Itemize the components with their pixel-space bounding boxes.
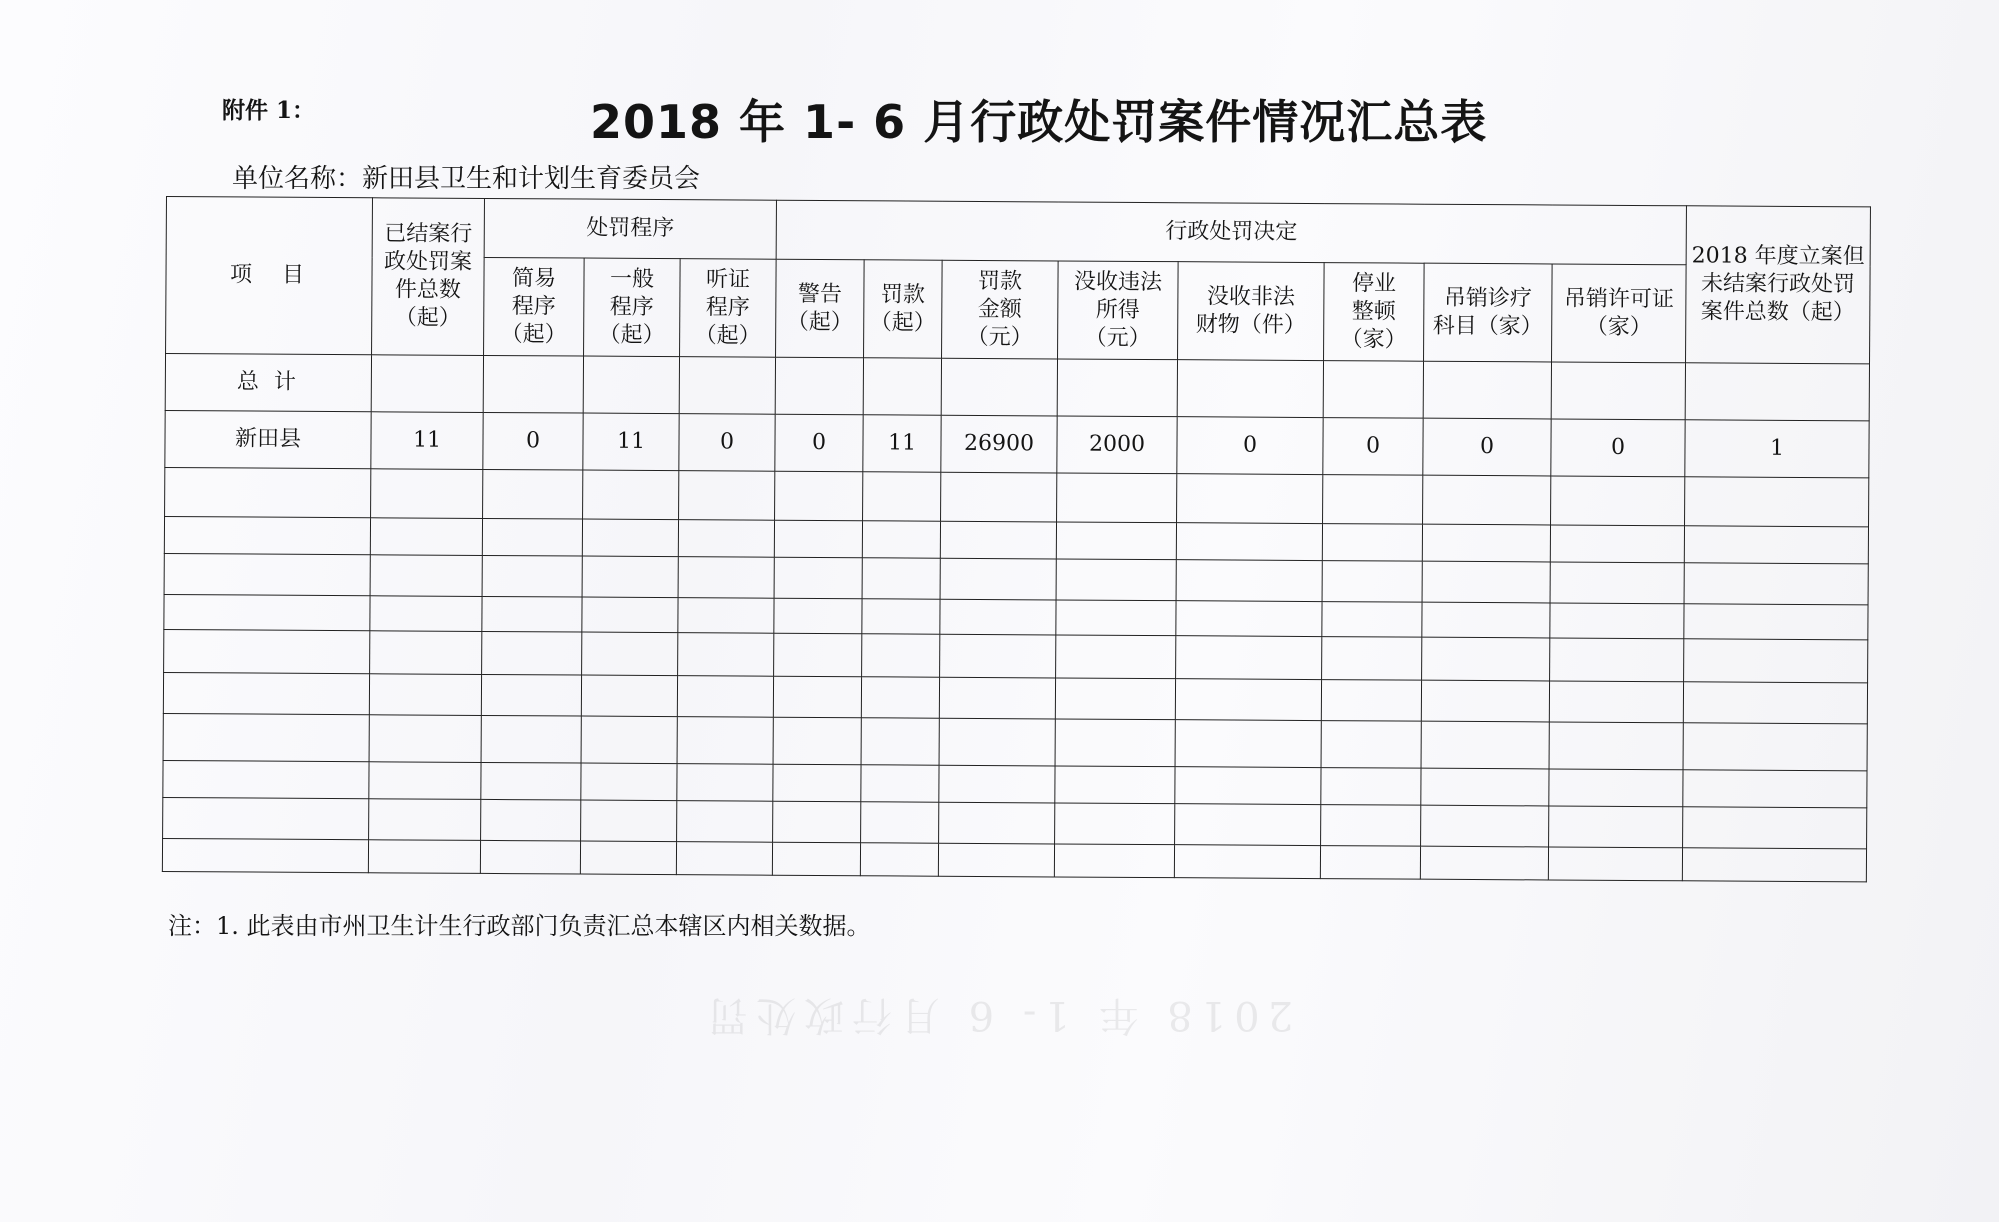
table-cell: 26900	[941, 415, 1057, 473]
table-cell	[583, 470, 679, 520]
table-cell	[1684, 639, 1868, 683]
table-cell	[938, 843, 1054, 877]
table-cell	[1423, 475, 1551, 525]
table-cell	[482, 518, 582, 556]
table-cell	[862, 599, 940, 634]
table-cell	[1422, 637, 1550, 681]
table-cell	[163, 672, 369, 714]
header-decision-col: 停业 整顿 （家）	[1324, 263, 1425, 362]
table-cell	[164, 516, 370, 554]
table-cell	[679, 357, 775, 415]
table-cell	[164, 629, 370, 673]
total-row	[165, 354, 1869, 421]
table-cell	[1683, 807, 1867, 849]
table-cell	[1056, 635, 1176, 679]
table-cell	[1683, 682, 1867, 724]
table-cell	[861, 677, 939, 718]
table-cell	[1685, 477, 1869, 527]
table-cell	[773, 764, 861, 802]
table-cell	[678, 557, 774, 599]
table-cell	[1684, 563, 1868, 605]
table-cell	[1422, 524, 1550, 562]
table-cell	[1684, 604, 1868, 640]
table-cell	[481, 799, 581, 841]
table-cell: 0	[483, 412, 583, 470]
header-row-top	[166, 197, 1870, 266]
table-cell	[369, 715, 481, 763]
table-cell	[678, 520, 774, 558]
table-cell	[164, 553, 370, 595]
table-cell	[940, 558, 1056, 600]
table-cell	[582, 519, 678, 557]
table-cell	[1421, 768, 1549, 806]
table-cell	[583, 356, 679, 414]
table-cell	[1057, 473, 1177, 523]
table-cell	[370, 596, 482, 632]
table-cell	[1550, 525, 1684, 563]
table-cell	[774, 633, 862, 677]
table-cell	[1056, 600, 1176, 636]
total-label: 总 计	[165, 354, 371, 412]
table-cell	[861, 802, 939, 843]
table-cell	[1177, 474, 1323, 524]
table-cell	[774, 520, 862, 558]
table-cell	[939, 765, 1055, 803]
table-cell	[1175, 804, 1321, 846]
table-cell	[1177, 360, 1323, 418]
table-cell	[369, 674, 481, 716]
header-decision-col: 罚款 金额 （元）	[942, 260, 1059, 359]
table-cell	[368, 840, 480, 874]
header-decision-col: 罚款 （起）	[864, 260, 943, 358]
table-cell	[481, 762, 581, 800]
table-cell: 0	[1423, 418, 1551, 476]
table-cell	[1683, 770, 1867, 808]
summary-table	[162, 196, 1871, 882]
table-cell	[1323, 361, 1423, 419]
table-cell	[163, 713, 369, 761]
table-cell	[1549, 681, 1683, 723]
header-item: 项 目	[166, 197, 373, 355]
table-cell	[483, 469, 583, 519]
table-cell	[482, 596, 582, 632]
table-cell	[860, 843, 938, 876]
table-cell	[1323, 475, 1423, 525]
table-cell	[163, 760, 369, 798]
table-cell	[775, 471, 863, 521]
table-cell	[1056, 522, 1176, 560]
table-cell	[1175, 720, 1321, 768]
table-cell	[164, 594, 370, 630]
table-cell	[481, 674, 581, 716]
table-cell	[1322, 524, 1422, 562]
table-cell	[581, 675, 677, 717]
table-cell	[582, 556, 678, 598]
table-cell	[775, 357, 863, 415]
table-cell	[1320, 846, 1420, 880]
table-cell	[483, 355, 583, 413]
table-cell	[940, 521, 1056, 559]
table-cell	[1057, 359, 1177, 417]
table-cell	[1550, 562, 1684, 604]
table-cell	[582, 597, 678, 633]
header-procedure-col: 听证 程序 （起）	[680, 259, 777, 358]
table-cell	[773, 676, 861, 718]
table-cell	[1422, 602, 1550, 638]
table-cell	[1683, 723, 1867, 771]
table-cell	[1420, 846, 1548, 880]
header-decision-group: 行政处罚决定	[776, 200, 1686, 265]
table-cell	[1549, 722, 1683, 770]
header-decision-col: 没收非法 财物（件）	[1178, 262, 1325, 361]
table-cell	[581, 800, 677, 842]
table-cell	[1423, 361, 1551, 419]
table-cell	[1176, 601, 1322, 637]
table-cell: 0	[775, 414, 863, 472]
table-cell	[1054, 844, 1174, 878]
table-cell	[677, 764, 773, 802]
table-cell	[1550, 603, 1684, 639]
table-cell	[862, 634, 940, 677]
table-cell	[1322, 561, 1422, 603]
header-decision-col: 警告 （起）	[776, 259, 865, 358]
table-cell: 0	[1551, 419, 1685, 477]
table-cell	[941, 472, 1057, 522]
header-decision-col: 吊销诊疗 科目（家）	[1424, 263, 1553, 362]
header-procedure-col: 简易 程序 （起）	[484, 257, 585, 356]
table-cell	[580, 841, 676, 875]
table-cell	[371, 355, 483, 413]
table-cell	[1176, 523, 1322, 561]
table-cell	[482, 555, 582, 597]
table-cell	[1548, 847, 1682, 881]
table-cell	[863, 472, 941, 521]
table-cell	[370, 518, 482, 556]
table-cell	[1551, 362, 1685, 420]
attachment-label: 附件 1：	[222, 97, 316, 124]
table-cell	[940, 599, 1056, 635]
table-cell	[481, 715, 581, 763]
table-row	[165, 410, 1869, 477]
table-cell	[677, 676, 773, 718]
table-cell	[369, 799, 481, 841]
row-label: 新田县	[165, 410, 371, 468]
table-cell	[1322, 637, 1422, 681]
header-pending-cases: 2018 年度立案但 未结案行政处罚 案件总数（起）	[1686, 206, 1871, 364]
table-cell	[1321, 768, 1421, 806]
table-cell	[939, 802, 1055, 844]
table-cell	[482, 631, 582, 675]
unit-name-line: 单位名称：新田县卫生和计划生育委员会	[232, 164, 701, 194]
table-cell: 2000	[1057, 416, 1177, 474]
table-cell	[1421, 805, 1549, 847]
table-cell	[1421, 721, 1549, 769]
table-cell	[165, 467, 371, 517]
table-cell	[1549, 769, 1683, 807]
table-cell	[1055, 719, 1175, 767]
table-cell	[678, 598, 774, 634]
table-cell	[1055, 678, 1175, 720]
table-cell: 11	[583, 413, 679, 471]
header-decision-col: 吊销许可证 （家）	[1552, 264, 1687, 363]
table-cell: 0	[679, 414, 775, 472]
header-decision-col: 没收违法 所得 （元）	[1058, 261, 1179, 360]
table-cell	[862, 521, 940, 558]
table-cell	[1055, 803, 1175, 845]
table-cell	[1055, 766, 1175, 804]
table-cell	[369, 762, 481, 800]
table-cell	[773, 717, 861, 765]
table-cell	[1175, 767, 1321, 805]
table-cell	[370, 555, 482, 597]
table-cell: 11	[863, 415, 941, 472]
table-cell	[582, 632, 678, 676]
table-cell	[1421, 680, 1549, 722]
table-cell	[677, 801, 773, 843]
header-procedure-col: 一般 程序 （起）	[584, 258, 681, 357]
table-cell	[679, 471, 775, 521]
table-cell: 11	[371, 412, 483, 470]
table-cell	[1322, 602, 1422, 638]
table-cell	[772, 842, 860, 876]
table-cell	[863, 358, 941, 415]
table-cell	[1321, 680, 1421, 722]
page-title: 2018 年 1- 6 月行政处罚案件情况汇总表	[590, 95, 1488, 149]
table-cell	[861, 765, 939, 802]
table-cell	[676, 842, 772, 876]
table-cell	[677, 717, 773, 765]
header-procedure-group: 处罚程序	[484, 198, 776, 259]
table-cell	[774, 557, 862, 599]
table-cell	[1321, 805, 1421, 847]
table-cell	[773, 801, 861, 843]
table-cell: 0	[1323, 418, 1423, 476]
table-cell	[1056, 559, 1176, 601]
table-cell	[678, 633, 774, 677]
table-cell	[581, 763, 677, 801]
table-cell	[940, 634, 1056, 678]
header-closed-cases: 已结案行 政处罚案 件总数 （起）	[372, 198, 485, 356]
table-cell	[1321, 721, 1421, 769]
table-cell	[1550, 638, 1684, 682]
table-cell	[941, 358, 1057, 416]
table-cell	[1176, 560, 1322, 602]
table-cell	[1422, 561, 1550, 603]
table-cell	[1685, 363, 1869, 421]
table-cell: 0	[1177, 417, 1323, 475]
table-cell: 1	[1685, 420, 1869, 478]
table-cell	[939, 718, 1055, 766]
table-cell	[480, 840, 580, 874]
table-cell	[774, 598, 862, 634]
table-cell	[581, 716, 677, 764]
table-cell	[1551, 476, 1685, 526]
table-cell	[162, 838, 368, 872]
table-cell	[371, 469, 483, 519]
table-cell	[1175, 679, 1321, 721]
table-cell	[1684, 526, 1868, 564]
table-cell	[1174, 845, 1320, 879]
table-cell	[1549, 806, 1683, 848]
table-cell	[1682, 848, 1866, 882]
table-cell	[163, 797, 369, 839]
footnote: 注：1. 此表由市州卫生计生行政部门负责汇总本辖区内相关数据。	[168, 912, 871, 940]
table-cell	[939, 677, 1055, 719]
bleed-through-text: 2018 年 1- 6 月行政处罚	[700, 992, 1294, 1038]
table-cell	[862, 558, 940, 599]
table-cell	[370, 631, 482, 675]
table-cell	[1176, 636, 1322, 680]
table-cell	[861, 718, 939, 765]
